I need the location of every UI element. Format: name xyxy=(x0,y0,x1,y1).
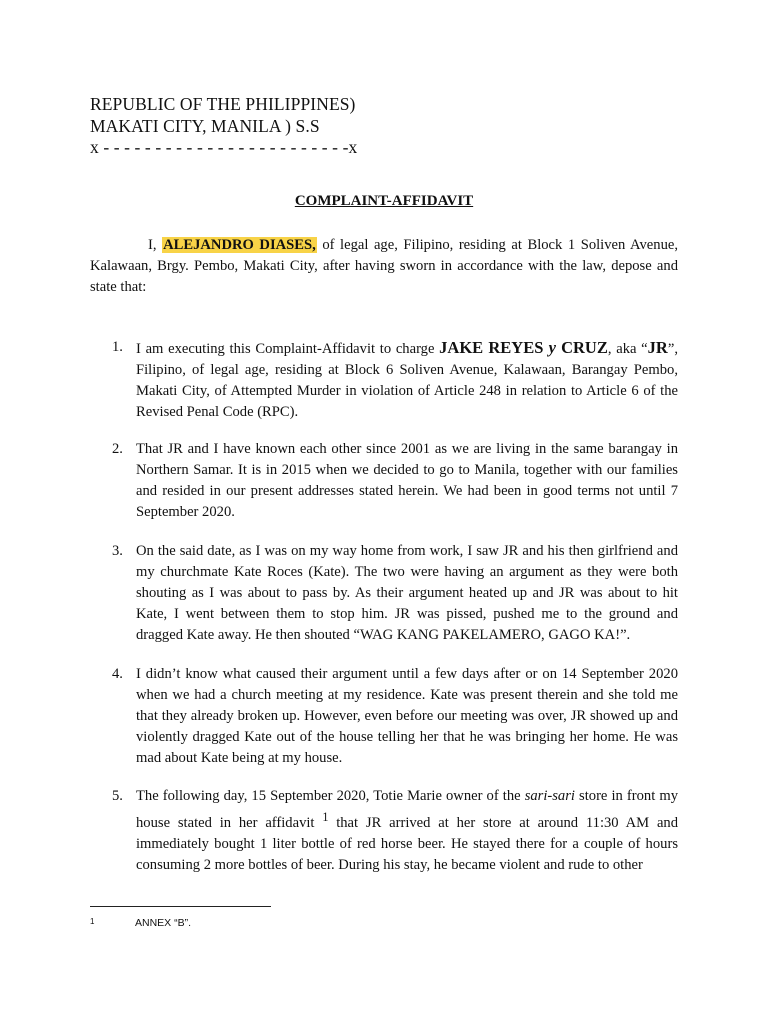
footnote-reference: 1 xyxy=(322,810,329,824)
item-text-part: The following day, 15 September 2020, Totie Marie owner of the xyxy=(136,788,525,804)
list-item xyxy=(90,541,678,646)
respondent-y: y xyxy=(548,338,556,357)
item-text xyxy=(136,786,678,876)
intro-pre: I, xyxy=(148,237,163,253)
item-italic-term: sari-sari xyxy=(524,788,575,804)
item-text-part: ”, Filipino, of legal age, residing at Block 6 Soliven Avenue, Kalawaan, Barangay Pembo, Makati City, of Attempted Murder in violation of Article 248 in relation to Article 6 of the Revised Penal Code (RPC). xyxy=(136,341,678,420)
item-number: 5. xyxy=(112,788,123,804)
footnote-separator xyxy=(90,906,271,907)
list-item xyxy=(90,786,678,876)
item-text xyxy=(136,337,678,423)
respondent-alias: JR xyxy=(647,338,668,357)
item-text-part: , aka “ xyxy=(607,341,648,357)
item-text: That JR and I have known each other since 2001 as we are living in the same barangay in Northern Samar. It is in 2015 when we decided to go to Manila, together with our families and resided in our present addresses stated herein. We had been in good terms not until 7 September 2020. xyxy=(136,441,678,520)
document-title: COMPLAINT-AFFIDAVIT xyxy=(294,193,474,209)
header-line-republic: REPUBLIC OF THE PHILIPPINES) xyxy=(90,94,356,114)
intro-post: of legal age, Filipino, residing at Block 1 Soliven Avenue, Kalawaan, Brgy. Pembo, Makati City, after having sworn in accordance with the law, depose and state that: xyxy=(90,237,678,295)
affiant-name-highlight: ALEJANDRO DIASES, xyxy=(163,237,316,253)
header-line-divider: x - - - - - - - - - - - - - - - - - - - - - - - -x xyxy=(90,137,358,157)
item-text-part: store in front my house stated in her affidavit xyxy=(136,788,678,831)
intro-paragraph xyxy=(90,235,678,298)
item-number: 1. xyxy=(112,339,123,355)
header-line-city: MAKATI CITY, MANILA ) S.S xyxy=(90,116,320,136)
footnote-text: ANNEX “B”. xyxy=(135,917,192,929)
respondent-last: CRUZ xyxy=(555,338,608,357)
list-item xyxy=(90,664,678,769)
footnote-number: 1 xyxy=(90,917,95,926)
respondent-name xyxy=(439,338,608,357)
item-number: 3. xyxy=(112,543,123,559)
item-text-part: that JR arrived at her store at around 11:30 AM and immediately bought 1 liter bottle of red horse beer. He stayed there for a couple of hours consuming 2 more bottles of beer. During his stay, he became violent and rude to other xyxy=(136,814,679,873)
item-number: 2. xyxy=(112,441,123,457)
item-number: 4. xyxy=(112,666,123,682)
item-text: On the said date, as I was on my way home from work, I saw JR and his then girlfriend and my churchmate Kate Roces (Kate). The two were having an argument as they were both shouting as I was about to pass by. As their argument heated up and JR was about to hit Kate, I went between them to stop him. JR was pissed, pushed me to the ground and dragged Kate away. He then shouted “WAG KANG PAKELAMERO, GAGO KA!”. xyxy=(136,543,678,643)
list-item xyxy=(90,337,678,423)
list-item xyxy=(90,439,678,523)
respondent-first: JAKE REYES xyxy=(439,338,549,357)
item-text-part: I am executing this Complaint-Affidavit to charge xyxy=(136,341,440,357)
item-text: I didn’t know what caused their argument until a few days after or on 14 September 2020 when we had a church meeting at my residence. Kate was present therein and she told me that they already broken up. However, even before our meeting was over, JR showed up and violently dragged Kate out of the house telling her that he was bringing her home. He was mad about Kate being at my house. xyxy=(136,666,678,766)
